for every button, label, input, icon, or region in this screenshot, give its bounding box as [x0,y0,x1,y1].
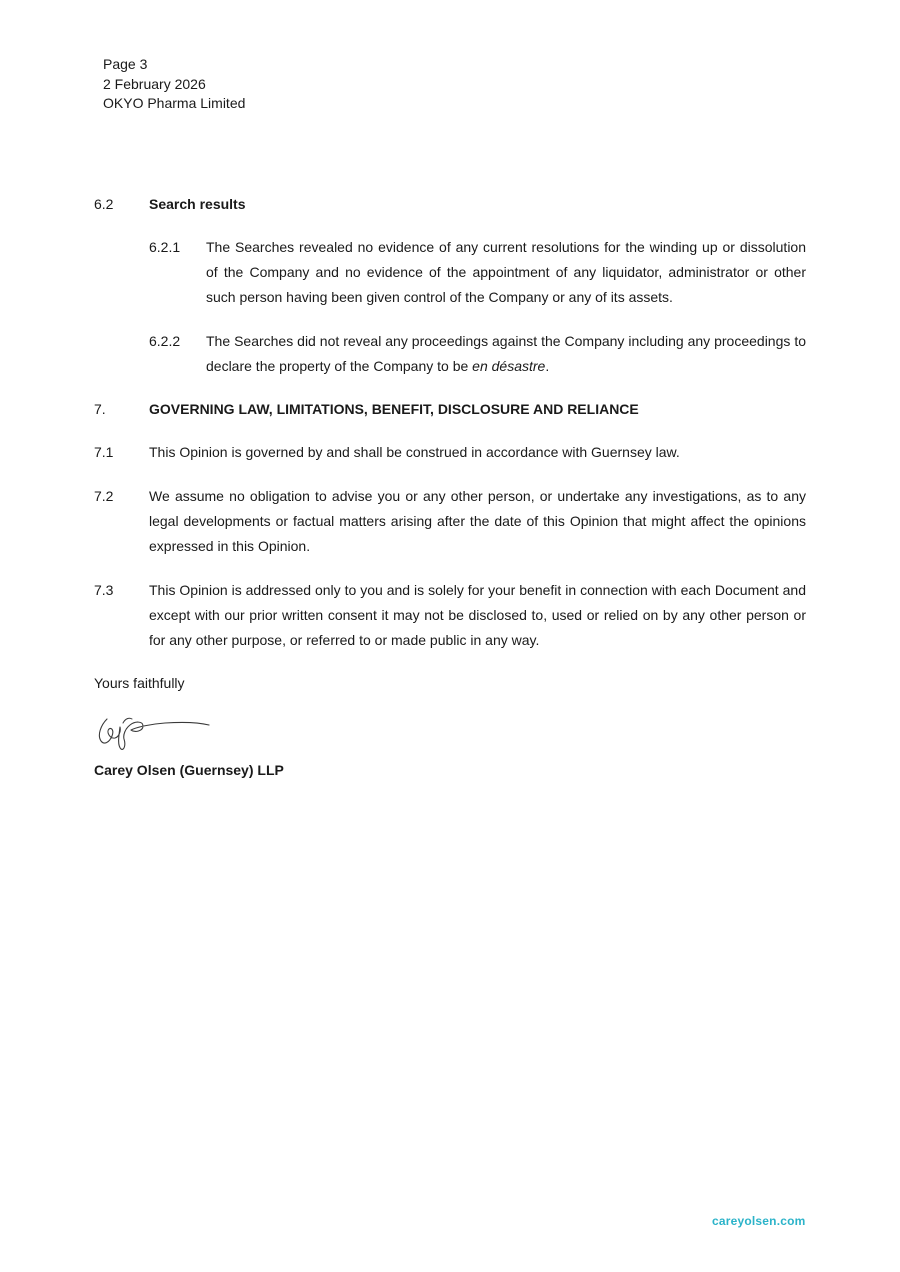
clause-number: 6.2.1 [149,239,181,255]
clause-text: The Searches revealed no evidence of any current resolutions for the winding up or dissolution of the Company and no evidence of the appointment of any liquidator, administrator or other such person having been given control of the Company or any of its assets. [206,239,806,305]
clause-7-2 [94,484,806,559]
section-title: Search results [149,196,246,212]
section-number: 7. [94,401,106,417]
footer-website: careyolsen.com [712,1214,806,1228]
clause-number: 7.2 [94,488,114,504]
section-6-2-heading [94,192,806,217]
section-number: 6.2 [94,196,114,212]
clause-text-end: . [545,358,550,374]
clause-text: This Opinion is governed by and shall be construed in accordance with Guernsey law. [149,444,680,460]
section-7-heading [94,397,806,422]
clause-text [206,329,806,379]
section-title: GOVERNING LAW, LIMITATIONS, BENEFIT, DISCLOSURE AND RELIANCE [149,401,639,417]
recipient-name: OKYO Pharma Limited [103,95,246,111]
clause-text-italic: en désastre [472,358,546,374]
firm-name: Carey Olsen (Guernsey) LLP [94,762,284,778]
clause-number: 7.3 [94,582,114,598]
letter-header [103,55,245,114]
clause-6-2-1 [149,235,806,310]
letter-date: 2 February 2026 [103,75,206,92]
clause-7-3 [94,578,806,653]
clause-number: 6.2.2 [149,333,181,349]
clause-text: We assume no obligation to advise you or any other person, or undertake any investigations, as to any legal developments or factual matters arising after the date of this Opinion that might affect the opinions expressed in this Opinion. [149,488,806,554]
page-number: Page 3 [103,56,148,72]
clause-text: This Opinion is addressed only to you and is solely for your benefit in connection with each Document and except with our prior written consent it may not be disclosed to, used or relied on by any other person or for any other purpose, or referred to or made public in any way. [149,582,806,648]
salutation: Yours faithfully [94,675,185,691]
clause-number: 7.1 [94,444,114,460]
signature-image [95,705,215,753]
clause-6-2-2 [149,329,806,379]
clause-7-1 [94,440,806,465]
clause-text-main: The Searches did not reveal any proceedings against the Company including any proceedings to declare the property of the Company to be [206,333,806,374]
